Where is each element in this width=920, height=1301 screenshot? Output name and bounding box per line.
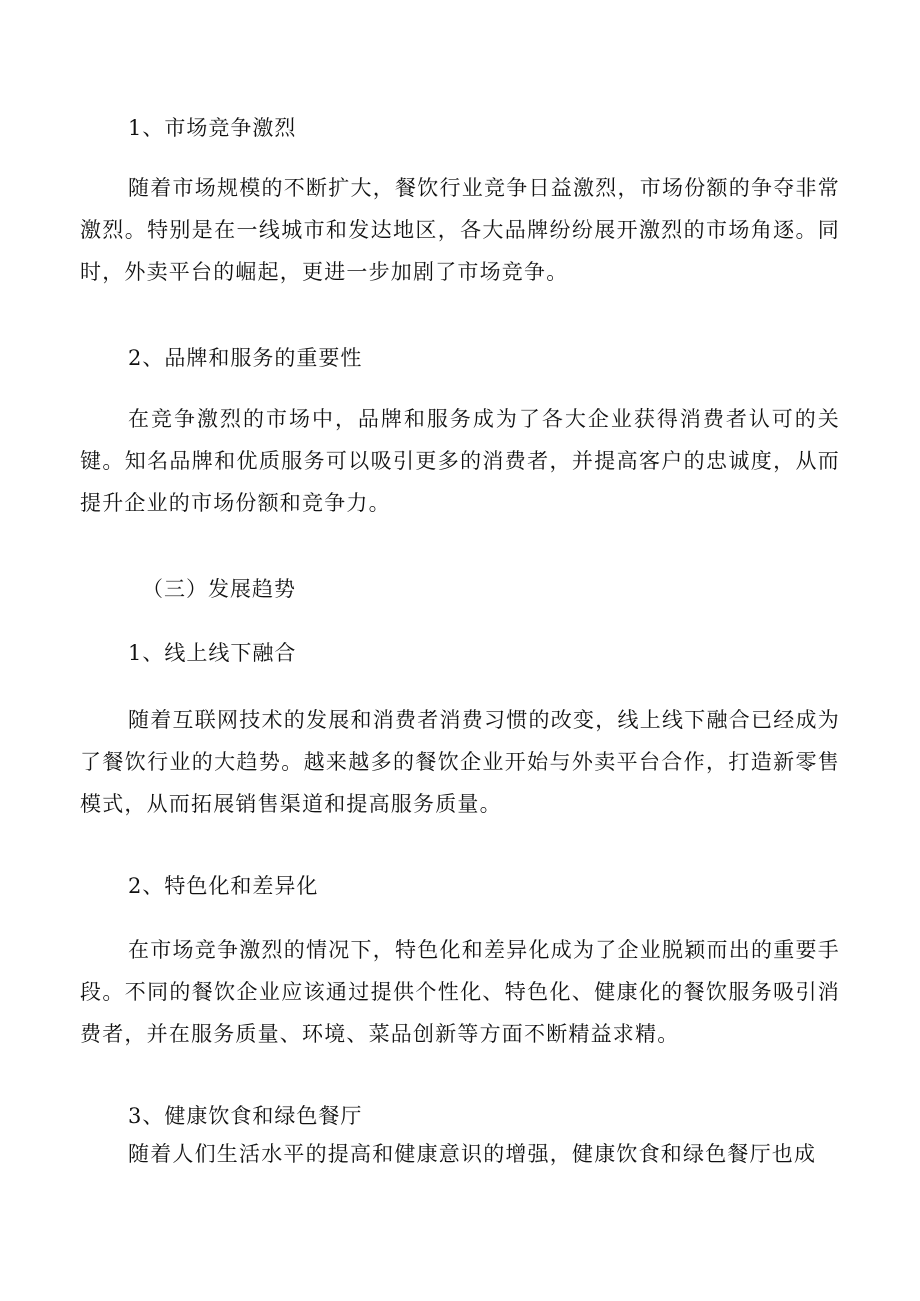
heading-brand-service: 2、品牌和服务的重要性 xyxy=(128,346,363,370)
paragraph-market-competition: 随着市场规模的不断扩大，餐饮行业竞争日益激烈，市场份额的争夺非常激烈。特别是在一线城市和发达地区，各大品牌纷纷展开激烈的市场角逐。同时，外卖平台的崛起，更进一步加剧了市场竞争。 xyxy=(80,176,840,284)
heading-online-offline: 1、线上线下融合 xyxy=(128,641,297,665)
paragraph-brand-service: 在竞争激烈的市场中，品牌和服务成为了各大企业获得消费者认可的关键。知名品牌和优质服务可以吸引更多的消费者，并提高客户的忠诚度，从而提升企业的市场份额和竞争力。 xyxy=(80,407,840,515)
paragraph-healthy-green: 随着人们生活水平的提高和健康意识的增强，健康饮食和绿色餐厅也成 xyxy=(128,1142,817,1166)
heading-healthy-green: 3、健康饮食和绿色餐厅 xyxy=(128,1104,363,1128)
heading-market-competition: 1、市场竞争激烈 xyxy=(128,116,297,140)
heading-differentiation: 2、特色化和差异化 xyxy=(128,874,319,898)
paragraph-differentiation: 在市场竞争激烈的情况下，特色化和差异化成为了企业脱颖而出的重要手段。不同的餐饮企业应该通过提供个性化、特色化、健康化的餐饮服务吸引消费者，并在服务质量、环境、菜品创新等方面不断精益求精。 xyxy=(80,938,840,1046)
section-title-development-trends: （三）发展趋势 xyxy=(142,577,296,601)
paragraph-online-offline: 随着互联网技术的发展和消费者消费习惯的改变，线上线下融合已经成为了餐饮行业的大趋势。越来越多的餐饮企业开始与外卖平台合作，打造新零售模式，从而拓展销售渠道和提高服务质量。 xyxy=(80,708,840,816)
